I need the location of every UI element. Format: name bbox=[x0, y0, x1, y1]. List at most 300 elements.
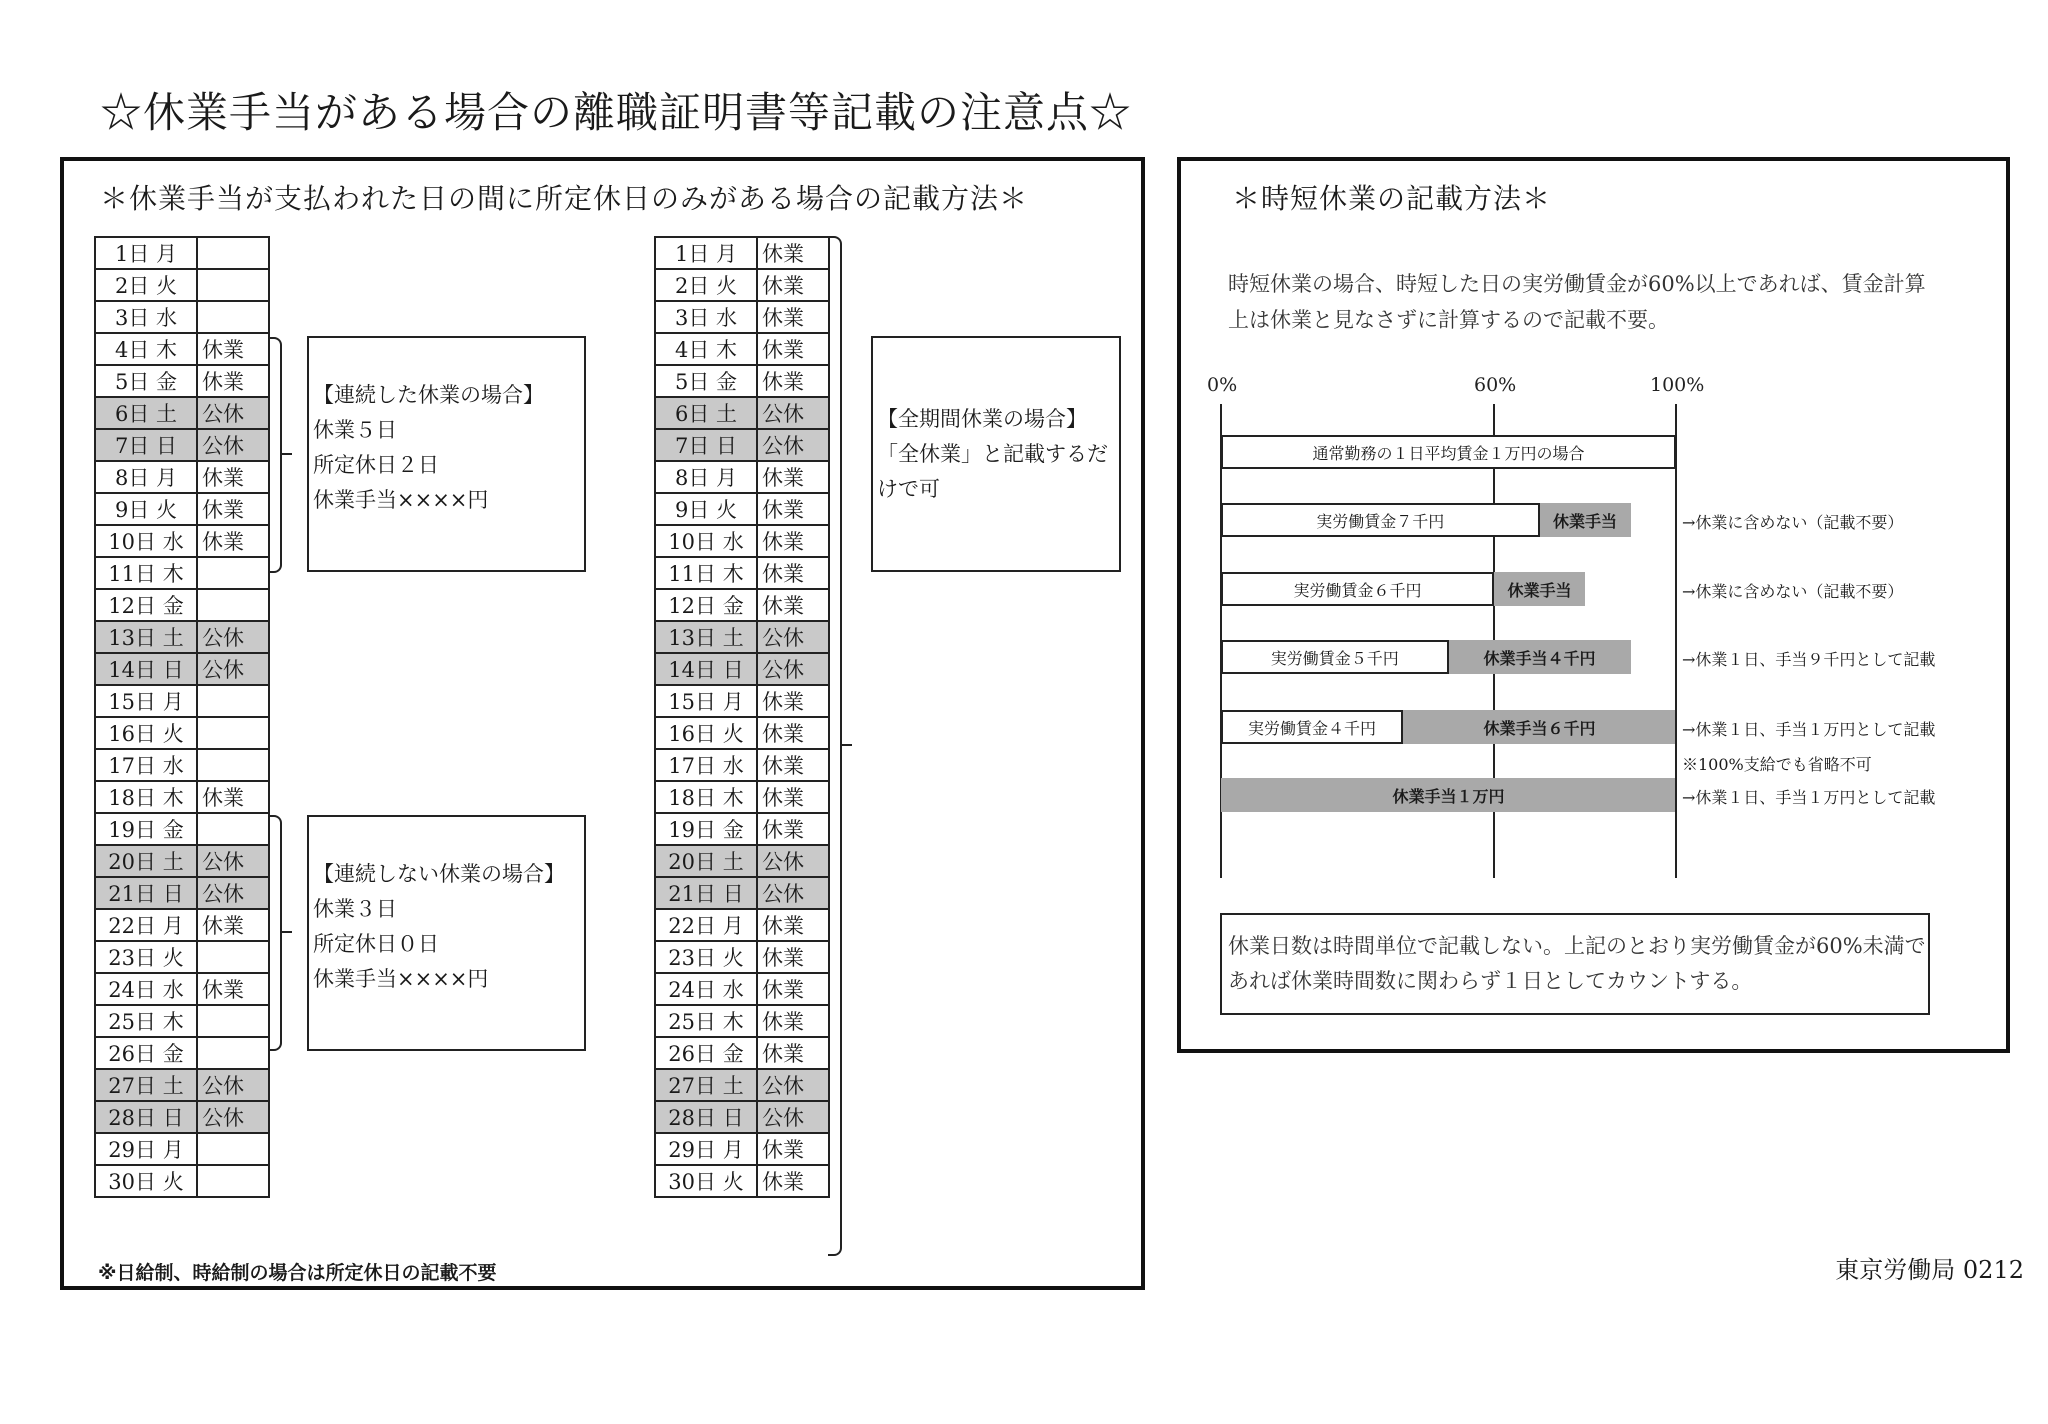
calendar-day: 25日 bbox=[108, 1010, 157, 1034]
calendar-weekday: 水 bbox=[722, 978, 744, 1002]
calendar-status-cell bbox=[197, 685, 269, 717]
calendar-day: 4日 bbox=[674, 338, 710, 362]
calendar-date-cell bbox=[95, 781, 197, 813]
calendar-date-cell bbox=[95, 845, 197, 877]
author-credit: 東京労働局 0212 bbox=[1835, 1256, 2024, 1284]
calendar-status-cell bbox=[197, 1165, 269, 1197]
calendar-status-cell: 休業 bbox=[757, 365, 829, 397]
calendar-status-cell: 休業 bbox=[757, 941, 829, 973]
calendar-date-cell bbox=[655, 941, 757, 973]
bar-actual-wage: 実労働賃金６千円 bbox=[1221, 572, 1494, 606]
bar-actual-wage: 実労働賃金４千円 bbox=[1221, 710, 1403, 744]
calendar-weekday: 月 bbox=[156, 466, 178, 490]
calendar-weekday: 日 bbox=[722, 658, 744, 682]
calendar-row bbox=[655, 1069, 829, 1101]
calendar-status-cell: 休業 bbox=[197, 461, 269, 493]
calendar-row bbox=[95, 493, 269, 525]
calendar-row bbox=[655, 301, 829, 333]
calendar-row bbox=[95, 365, 269, 397]
calendar-date-cell bbox=[655, 653, 757, 685]
calendar-status-cell: 公休 bbox=[757, 397, 829, 429]
calendar-weekday: 土 bbox=[162, 850, 184, 874]
calendar-day: 29日 bbox=[668, 1138, 717, 1162]
calendar-date-cell bbox=[655, 973, 757, 1005]
calendar-day: 28日 bbox=[668, 1106, 717, 1130]
box-consecutive-line: 休業５日 bbox=[313, 418, 397, 442]
calendar-date-cell bbox=[655, 557, 757, 589]
calendar-row bbox=[95, 301, 269, 333]
calendar-day: 29日 bbox=[108, 1138, 157, 1162]
calendar-status-cell: 公休 bbox=[197, 429, 269, 461]
calendar-day: 15日 bbox=[668, 690, 717, 714]
calendar-date-cell bbox=[95, 429, 197, 461]
calendar-row bbox=[655, 429, 829, 461]
calendar-weekday: 土 bbox=[722, 850, 744, 874]
calendar-status-cell bbox=[197, 237, 269, 269]
calendar-date-cell bbox=[95, 1069, 197, 1101]
calendar-date-cell bbox=[655, 1005, 757, 1037]
calendar-row bbox=[655, 1005, 829, 1037]
calendar-weekday: 月 bbox=[162, 690, 184, 714]
bar-allowance: 休業手当 bbox=[1540, 503, 1631, 537]
calendar-row bbox=[655, 557, 829, 589]
calendar-row bbox=[95, 973, 269, 1005]
calendar-row bbox=[95, 237, 269, 269]
calendar-status-cell bbox=[197, 941, 269, 973]
summary-line: 休業日数は時間単位で記載しない。上記のとおり実労働賃金が60%未満で bbox=[1228, 934, 1926, 958]
calendar-weekday: 日 bbox=[156, 434, 178, 458]
calendar-row bbox=[655, 717, 829, 749]
calendar-date-cell bbox=[95, 749, 197, 781]
calendar-status-cell: 公休 bbox=[757, 1101, 829, 1133]
calendar-row bbox=[655, 269, 829, 301]
calendar-status-cell: 公休 bbox=[197, 877, 269, 909]
calendar-row bbox=[95, 717, 269, 749]
calendar-date-cell bbox=[655, 749, 757, 781]
calendar-status-cell bbox=[197, 269, 269, 301]
calendar-status-cell: 公休 bbox=[197, 653, 269, 685]
calendar-day: 2日 bbox=[674, 274, 710, 298]
calendar-weekday: 火 bbox=[716, 498, 738, 522]
calendar-day: 20日 bbox=[668, 850, 717, 874]
calendar-date-cell bbox=[95, 589, 197, 621]
calendar-date-cell bbox=[655, 685, 757, 717]
box-nonconsecutive-line: 【連続しない休業の場合】 bbox=[313, 862, 565, 886]
calendar-date-cell bbox=[655, 781, 757, 813]
calendar-day: 18日 bbox=[108, 786, 157, 810]
calendar-status-cell: 休業 bbox=[757, 589, 829, 621]
calendar-day: 22日 bbox=[668, 914, 717, 938]
calendar-row bbox=[95, 877, 269, 909]
calendar-weekday: 火 bbox=[156, 274, 178, 298]
calendar-status-cell bbox=[197, 1037, 269, 1069]
calendar-day: 6日 bbox=[674, 402, 710, 426]
calendar-row bbox=[655, 1037, 829, 1069]
calendar-row bbox=[655, 909, 829, 941]
calendar-row bbox=[655, 1101, 829, 1133]
calendar-weekday: 日 bbox=[162, 882, 184, 906]
box-full-line: けで可 bbox=[877, 477, 940, 501]
calendar-row bbox=[95, 749, 269, 781]
calendar-date-cell bbox=[95, 1133, 197, 1165]
box-full-line: 【全期間休業の場合】 bbox=[877, 407, 1087, 431]
bracket-tick bbox=[280, 931, 292, 933]
calendar-day: 30日 bbox=[668, 1170, 717, 1194]
calendar-day: 15日 bbox=[108, 690, 157, 714]
calendar-day: 19日 bbox=[108, 818, 157, 842]
calendar-date-cell bbox=[95, 365, 197, 397]
calendar-day: 16日 bbox=[668, 722, 717, 746]
calendar-status-cell: 休業 bbox=[757, 1005, 829, 1037]
calendar-weekday: 水 bbox=[722, 754, 744, 778]
axis-label-0: 0% bbox=[1207, 374, 1238, 396]
calendar-date-cell bbox=[95, 237, 197, 269]
calendar-row bbox=[655, 237, 829, 269]
box-nonconsecutive-line: 休業３日 bbox=[313, 897, 397, 921]
calendar-status-cell: 休業 bbox=[197, 909, 269, 941]
calendar-day: 26日 bbox=[108, 1042, 157, 1066]
calendar-date-cell bbox=[95, 301, 197, 333]
calendar-date-cell bbox=[95, 493, 197, 525]
right-panel-heading: ＊時短休業の記載方法＊ bbox=[1232, 182, 1552, 215]
calendar-day: 7日 bbox=[114, 434, 150, 458]
page-title: ☆休業手当がある場合の離職証明書等記載の注意点☆ bbox=[100, 88, 1133, 137]
box-full-line: 「全休業」と記載するだ bbox=[877, 442, 1108, 466]
calendar-weekday: 土 bbox=[722, 1074, 744, 1098]
calendar-date-cell bbox=[655, 429, 757, 461]
left-panel-heading: ＊休業手当が支払われた日の間に所定休日のみがある場合の記載方法＊ bbox=[100, 182, 1029, 215]
summary-line: あれば休業時間数に関わらず１日としてカウントする。 bbox=[1228, 969, 1753, 993]
calendar-day: 24日 bbox=[668, 978, 717, 1002]
calendar-weekday: 日 bbox=[722, 882, 744, 906]
calendar-day: 25日 bbox=[668, 1010, 717, 1034]
intro-line: 時短休業の場合、時短した日の実労働賃金が60%以上であれば、賃金計算 bbox=[1228, 272, 1926, 296]
calendar-row bbox=[655, 333, 829, 365]
calendar-date-cell bbox=[655, 525, 757, 557]
calendar-status-cell: 公休 bbox=[757, 429, 829, 461]
calendar-row bbox=[655, 493, 829, 525]
calendar-row bbox=[655, 1165, 829, 1197]
calendar-row bbox=[655, 461, 829, 493]
calendar-day: 5日 bbox=[114, 370, 150, 394]
calendar-date-cell bbox=[95, 717, 197, 749]
calendar-day: 28日 bbox=[108, 1106, 157, 1130]
calendar-status-cell bbox=[197, 717, 269, 749]
calendar-weekday: 木 bbox=[722, 1010, 744, 1034]
calendar-date-cell bbox=[655, 1133, 757, 1165]
bar-note: →休業に含めない（記載不要） bbox=[1682, 513, 1904, 532]
box-nonconsecutive-line: 所定休日０日 bbox=[313, 932, 439, 956]
calendar-weekday: 木 bbox=[156, 338, 178, 362]
calendar-day: 19日 bbox=[668, 818, 717, 842]
calendar-day: 18日 bbox=[668, 786, 717, 810]
calendar-date-cell bbox=[95, 653, 197, 685]
calendar-row bbox=[655, 589, 829, 621]
calendar-weekday: 日 bbox=[716, 434, 738, 458]
calendar-status-cell: 休業 bbox=[757, 813, 829, 845]
calendar-day: 16日 bbox=[108, 722, 157, 746]
calendar-date-cell bbox=[655, 461, 757, 493]
calendar-row bbox=[95, 461, 269, 493]
calendar-row bbox=[95, 1101, 269, 1133]
calendar-status-cell bbox=[197, 1005, 269, 1037]
calendar-weekday: 水 bbox=[716, 306, 738, 330]
calendar-row bbox=[655, 621, 829, 653]
calendar-weekday: 水 bbox=[722, 530, 744, 554]
calendar-day: 10日 bbox=[668, 530, 717, 554]
calendar-day: 22日 bbox=[108, 914, 157, 938]
calendar-weekday: 金 bbox=[162, 818, 184, 842]
calendar-row bbox=[655, 1133, 829, 1165]
calendar-date-cell bbox=[655, 877, 757, 909]
calendar-row bbox=[655, 877, 829, 909]
calendar-weekday: 金 bbox=[722, 594, 744, 618]
calendar-date-cell bbox=[655, 1069, 757, 1101]
calendar-row bbox=[95, 589, 269, 621]
calendar-row bbox=[95, 909, 269, 941]
calendar-status-cell: 公休 bbox=[197, 845, 269, 877]
calendar-day: 6日 bbox=[114, 402, 150, 426]
calendar-weekday: 火 bbox=[156, 498, 178, 522]
calendar-status-cell: 休業 bbox=[757, 1165, 829, 1197]
calendar-weekday: 日 bbox=[162, 1106, 184, 1130]
calendar-table-b bbox=[654, 236, 830, 1198]
box-consecutive-line: 【連続した休業の場合】 bbox=[313, 383, 544, 407]
calendar-row bbox=[95, 685, 269, 717]
calendar-row bbox=[95, 813, 269, 845]
calendar-day: 13日 bbox=[108, 626, 157, 650]
calendar-status-cell: 公休 bbox=[757, 877, 829, 909]
calendar-row bbox=[95, 941, 269, 973]
calendar-weekday: 火 bbox=[722, 722, 744, 746]
calendar-date-cell bbox=[655, 301, 757, 333]
calendar-weekday: 金 bbox=[716, 370, 738, 394]
calendar-date-cell bbox=[95, 813, 197, 845]
box-nonconsecutive-line: 休業手当××××円 bbox=[313, 967, 489, 991]
summary-box bbox=[1220, 913, 1930, 1015]
intro-line: 上は休業と見なさずに計算するので記載不要。 bbox=[1228, 308, 1669, 332]
calendar-weekday: 水 bbox=[162, 754, 184, 778]
bracket-tick bbox=[280, 453, 292, 455]
calendar-date-cell bbox=[95, 941, 197, 973]
calendar-weekday: 木 bbox=[722, 562, 744, 586]
calendar-status-cell: 休業 bbox=[757, 909, 829, 941]
calendar-weekday: 火 bbox=[722, 1170, 744, 1194]
calendar-row bbox=[655, 749, 829, 781]
axis-label-60: 60% bbox=[1474, 374, 1517, 396]
calendar-status-cell: 公休 bbox=[757, 1069, 829, 1101]
calendar-row bbox=[655, 973, 829, 1005]
bar-allowance: 休業手当４千円 bbox=[1449, 640, 1631, 674]
calendar-status-cell: 休業 bbox=[757, 749, 829, 781]
bracket-nonconsecutive bbox=[268, 815, 282, 1051]
calendar-status-cell bbox=[197, 749, 269, 781]
axis-label-100: 100% bbox=[1650, 374, 1705, 396]
calendar-status-cell: 休業 bbox=[757, 781, 829, 813]
calendar-row bbox=[95, 621, 269, 653]
bar-note: →休業に含めない（記載不要） bbox=[1682, 582, 1904, 601]
calendar-day: 4日 bbox=[114, 338, 150, 362]
calendar-row bbox=[655, 365, 829, 397]
calendar-date-cell bbox=[95, 1037, 197, 1069]
calendar-row bbox=[95, 333, 269, 365]
bar-note: →休業１日、手当１万円として記載 bbox=[1682, 788, 1936, 807]
axis-gridline bbox=[1675, 404, 1677, 878]
calendar-day: 23日 bbox=[108, 946, 157, 970]
calendar-date-cell bbox=[655, 333, 757, 365]
calendar-day: 2日 bbox=[114, 274, 150, 298]
calendar-status-cell: 休業 bbox=[757, 557, 829, 589]
calendar-weekday: 日 bbox=[162, 658, 184, 682]
calendar-row bbox=[655, 685, 829, 717]
calendar-weekday: 木 bbox=[716, 338, 738, 362]
box-nonconsecutive bbox=[307, 815, 586, 1051]
calendar-table-a bbox=[94, 236, 270, 1198]
calendar-date-cell bbox=[95, 621, 197, 653]
calendar-row bbox=[95, 557, 269, 589]
calendar-status-cell: 休業 bbox=[757, 493, 829, 525]
calendar-status-cell: 休業 bbox=[757, 717, 829, 749]
calendar-date-cell bbox=[655, 909, 757, 941]
calendar-row bbox=[95, 1069, 269, 1101]
calendar-day: 1日 bbox=[114, 242, 150, 266]
calendar-day: 21日 bbox=[668, 882, 717, 906]
calendar-status-cell: 公休 bbox=[197, 397, 269, 429]
calendar-status-cell: 公休 bbox=[197, 621, 269, 653]
calendar-day: 14日 bbox=[108, 658, 157, 682]
calendar-day: 3日 bbox=[674, 306, 710, 330]
calendar-day: 10日 bbox=[108, 530, 157, 554]
calendar-status-cell bbox=[197, 589, 269, 621]
calendar-status-cell bbox=[197, 557, 269, 589]
calendar-status-cell: 休業 bbox=[757, 237, 829, 269]
calendar-status-cell: 休業 bbox=[757, 333, 829, 365]
calendar-day: 17日 bbox=[668, 754, 717, 778]
box-consecutive bbox=[307, 336, 586, 572]
calendar-date-cell bbox=[95, 1165, 197, 1197]
calendar-weekday: 月 bbox=[162, 1138, 184, 1162]
calendar-date-cell bbox=[95, 461, 197, 493]
calendar-date-cell bbox=[655, 365, 757, 397]
calendar-weekday: 金 bbox=[722, 818, 744, 842]
calendar-status-cell: 休業 bbox=[757, 973, 829, 1005]
calendar-date-cell bbox=[95, 877, 197, 909]
calendar-row bbox=[655, 941, 829, 973]
bar-note: →休業１日、手当９千円として記載 bbox=[1682, 650, 1936, 669]
calendar-day: 13日 bbox=[668, 626, 717, 650]
calendar-day: 23日 bbox=[668, 946, 717, 970]
calendar-day: 3日 bbox=[114, 306, 150, 330]
calendar-status-cell: 休業 bbox=[197, 781, 269, 813]
calendar-status-cell: 休業 bbox=[757, 461, 829, 493]
calendar-weekday: 土 bbox=[162, 626, 184, 650]
chart-extra-note: ※100%支給でも省略不可 bbox=[1682, 755, 1872, 774]
calendar-weekday: 金 bbox=[156, 370, 178, 394]
calendar-status-cell: 休業 bbox=[757, 1133, 829, 1165]
calendar-weekday: 月 bbox=[716, 466, 738, 490]
calendar-day: 9日 bbox=[674, 498, 710, 522]
bar-allowance: 休業手当６千円 bbox=[1403, 710, 1676, 744]
calendar-date-cell bbox=[95, 269, 197, 301]
calendar-row bbox=[655, 653, 829, 685]
calendar-weekday: 月 bbox=[722, 690, 744, 714]
calendar-row bbox=[95, 429, 269, 461]
calendar-weekday: 火 bbox=[716, 274, 738, 298]
calendar-day: 26日 bbox=[668, 1042, 717, 1066]
calendar-date-cell bbox=[95, 333, 197, 365]
calendar-date-cell bbox=[655, 845, 757, 877]
bracket-tick bbox=[840, 744, 852, 746]
calendar-weekday: 水 bbox=[156, 306, 178, 330]
calendar-date-cell bbox=[655, 813, 757, 845]
calendar-row bbox=[95, 1005, 269, 1037]
calendar-row bbox=[95, 1133, 269, 1165]
calendar-row bbox=[95, 781, 269, 813]
bar-allowance: 休業手当 bbox=[1494, 572, 1585, 606]
calendar-row bbox=[95, 1165, 269, 1197]
calendar-date-cell bbox=[655, 237, 757, 269]
bar-note: →休業１日、手当１万円として記載 bbox=[1682, 720, 1936, 739]
calendar-day: 1日 bbox=[674, 242, 710, 266]
calendar-row bbox=[655, 845, 829, 877]
bar-allowance: 休業手当１万円 bbox=[1221, 778, 1676, 812]
calendar-weekday: 水 bbox=[162, 978, 184, 1002]
calendar-day: 12日 bbox=[108, 594, 157, 618]
calendar-row bbox=[95, 269, 269, 301]
calendar-day: 8日 bbox=[114, 466, 150, 490]
calendar-status-cell bbox=[197, 1133, 269, 1165]
calendar-status-cell: 休業 bbox=[197, 973, 269, 1005]
bar-actual-wage: 通常勤務の１日平均賃金１万円の場合 bbox=[1221, 435, 1676, 469]
calendar-date-cell bbox=[95, 397, 197, 429]
calendar-row bbox=[655, 397, 829, 429]
calendar-weekday: 土 bbox=[722, 626, 744, 650]
box-consecutive-line: 休業手当××××円 bbox=[313, 488, 489, 512]
calendar-weekday: 火 bbox=[162, 946, 184, 970]
calendar-weekday: 日 bbox=[722, 1106, 744, 1130]
calendar-status-cell: 公休 bbox=[197, 1101, 269, 1133]
calendar-status-cell: 休業 bbox=[757, 525, 829, 557]
calendar-status-cell: 休業 bbox=[757, 1037, 829, 1069]
calendar-date-cell bbox=[95, 973, 197, 1005]
calendar-weekday: 火 bbox=[162, 722, 184, 746]
calendar-status-cell bbox=[197, 301, 269, 333]
calendar-row bbox=[95, 653, 269, 685]
calendar-weekday: 月 bbox=[722, 914, 744, 938]
calendar-row bbox=[655, 525, 829, 557]
calendar-date-cell bbox=[655, 269, 757, 301]
calendar-status-cell: 公休 bbox=[757, 845, 829, 877]
calendar-weekday: 木 bbox=[162, 1010, 184, 1034]
calendar-row bbox=[95, 1037, 269, 1069]
calendar-date-cell bbox=[95, 1101, 197, 1133]
calendar-weekday: 金 bbox=[722, 1042, 744, 1066]
calendar-row bbox=[95, 525, 269, 557]
calendar-status-cell: 公休 bbox=[757, 653, 829, 685]
calendar-status-cell: 公休 bbox=[197, 1069, 269, 1101]
calendar-day: 27日 bbox=[668, 1074, 717, 1098]
calendar-weekday: 月 bbox=[716, 242, 738, 266]
bar-actual-wage: 実労働賃金５千円 bbox=[1221, 640, 1449, 674]
calendar-status-cell: 公休 bbox=[757, 621, 829, 653]
calendar-date-cell bbox=[655, 717, 757, 749]
calendar-date-cell bbox=[95, 557, 197, 589]
calendar-date-cell bbox=[95, 1005, 197, 1037]
calendar-date-cell bbox=[95, 685, 197, 717]
calendar-status-cell: 休業 bbox=[197, 365, 269, 397]
calendar-weekday: 土 bbox=[156, 402, 178, 426]
calendar-weekday: 火 bbox=[162, 1170, 184, 1194]
